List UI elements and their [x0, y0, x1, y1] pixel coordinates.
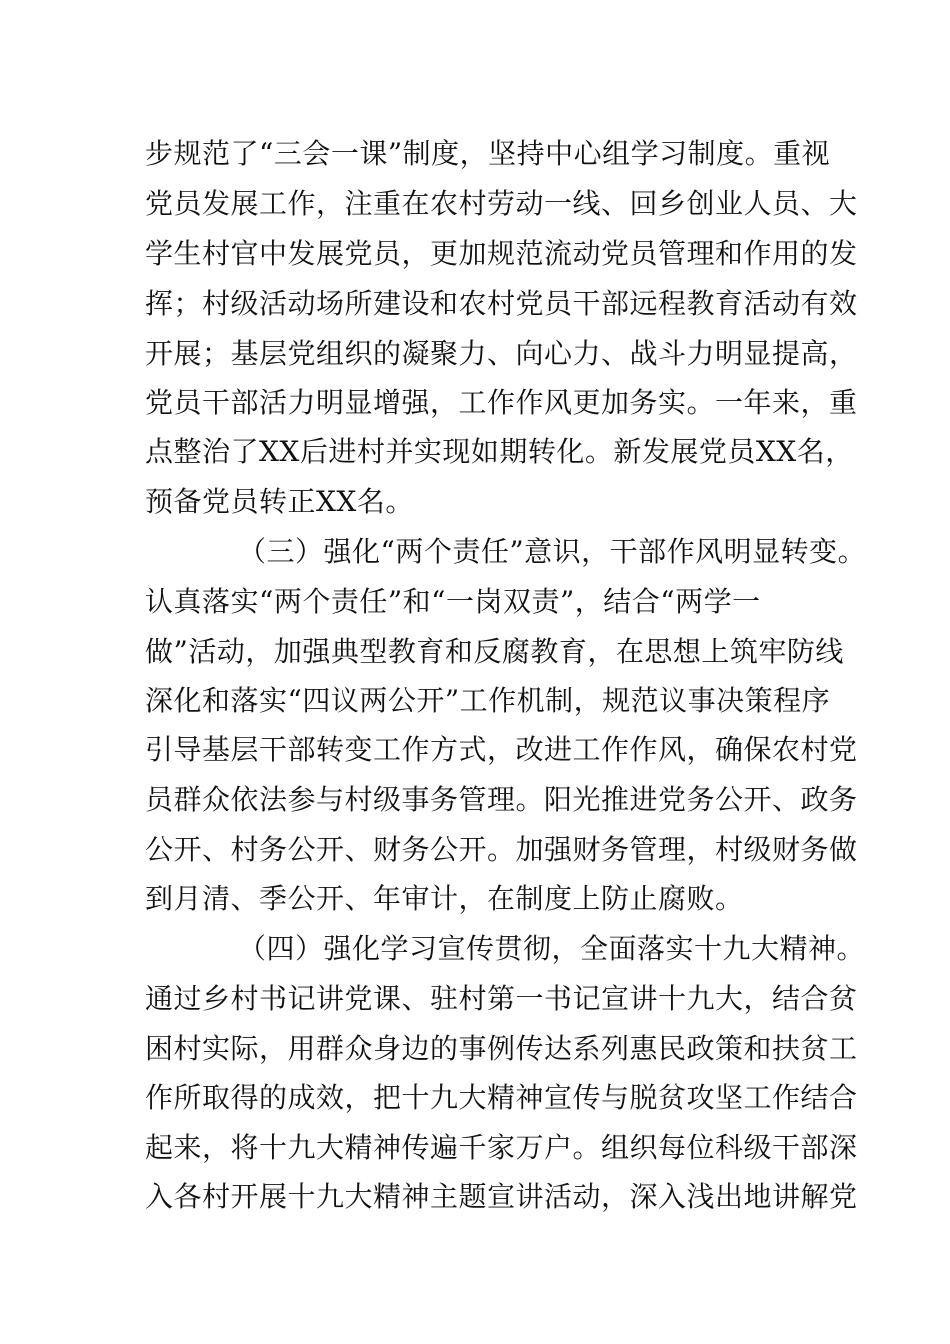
section-heading-3: （三）强化“两个责任”意识，干部作风明显转变。 [238, 535, 867, 568]
text-line: 困村实际，用群众身边的事例传达系列惠民政策和扶贫工 [145, 1032, 858, 1065]
text-line: 点整治了XX后进村并实现如期转化。新发展党员XX名， [145, 435, 854, 468]
text-line: 认真落实“两个责任”和“一岗双责”，结合“两学一 [145, 585, 761, 618]
text-line: 起来，将十九大精神传遍千家万户。组织每位科级干部深 [145, 1131, 858, 1164]
text-line: 预备党员转正XX名。 [145, 485, 414, 518]
text-line: 挥；村级活动场所建设和农村党员干部远程教育活动有效 [145, 287, 858, 320]
text-line: 党员干部活力明显增强，工作作风更加务实。一年来，重 [145, 386, 858, 419]
text-line: 步规范了“三会一课”制度，坚持中心组学习制度。重视 [145, 137, 831, 170]
text-line: 通过乡村书记讲党课、驻村第一书记宣讲十九大，结合贫 [145, 982, 858, 1015]
text-line: 开展；基层党组织的凝聚力、向心力、战斗力明显提高， [145, 337, 858, 370]
text-line: 学生村官中发展党员，更加规范流动党员管理和作用的发 [145, 237, 858, 270]
text-line: 入各村开展十九大精神主题宣讲活动，深入浅出地讲解党 [145, 1180, 858, 1213]
text-line: 公开、村务公开、财务公开。加强财务管理，村级财务做 [145, 833, 858, 866]
text-line: 到月清、季公开、年审计，在制度上防止腐败。 [145, 882, 744, 915]
section-heading-4: （四）强化学习宣传贯彻，全面落实十九大精神。 [238, 932, 866, 965]
text-line: 深化和落实“四议两公开”工作机制，规范议事决策程序 [145, 684, 831, 717]
text-line: 引导基层干部转变工作方式，改进工作作风，确保农村党 [145, 733, 858, 766]
text-line: 员群众依法参与村级事务管理。阳光推进党务公开、政务 [145, 783, 858, 816]
text-line: 做”活动，加强典型教育和反腐教育，在思想上筑牢防线 [145, 635, 844, 668]
text-line: 党员发展工作，注重在农村劳动一线、回乡创业人员、大 [145, 187, 858, 220]
text-line: 作所取得的成效，把十九大精神宣传与脱贫攻坚工作结合 [145, 1081, 858, 1114]
